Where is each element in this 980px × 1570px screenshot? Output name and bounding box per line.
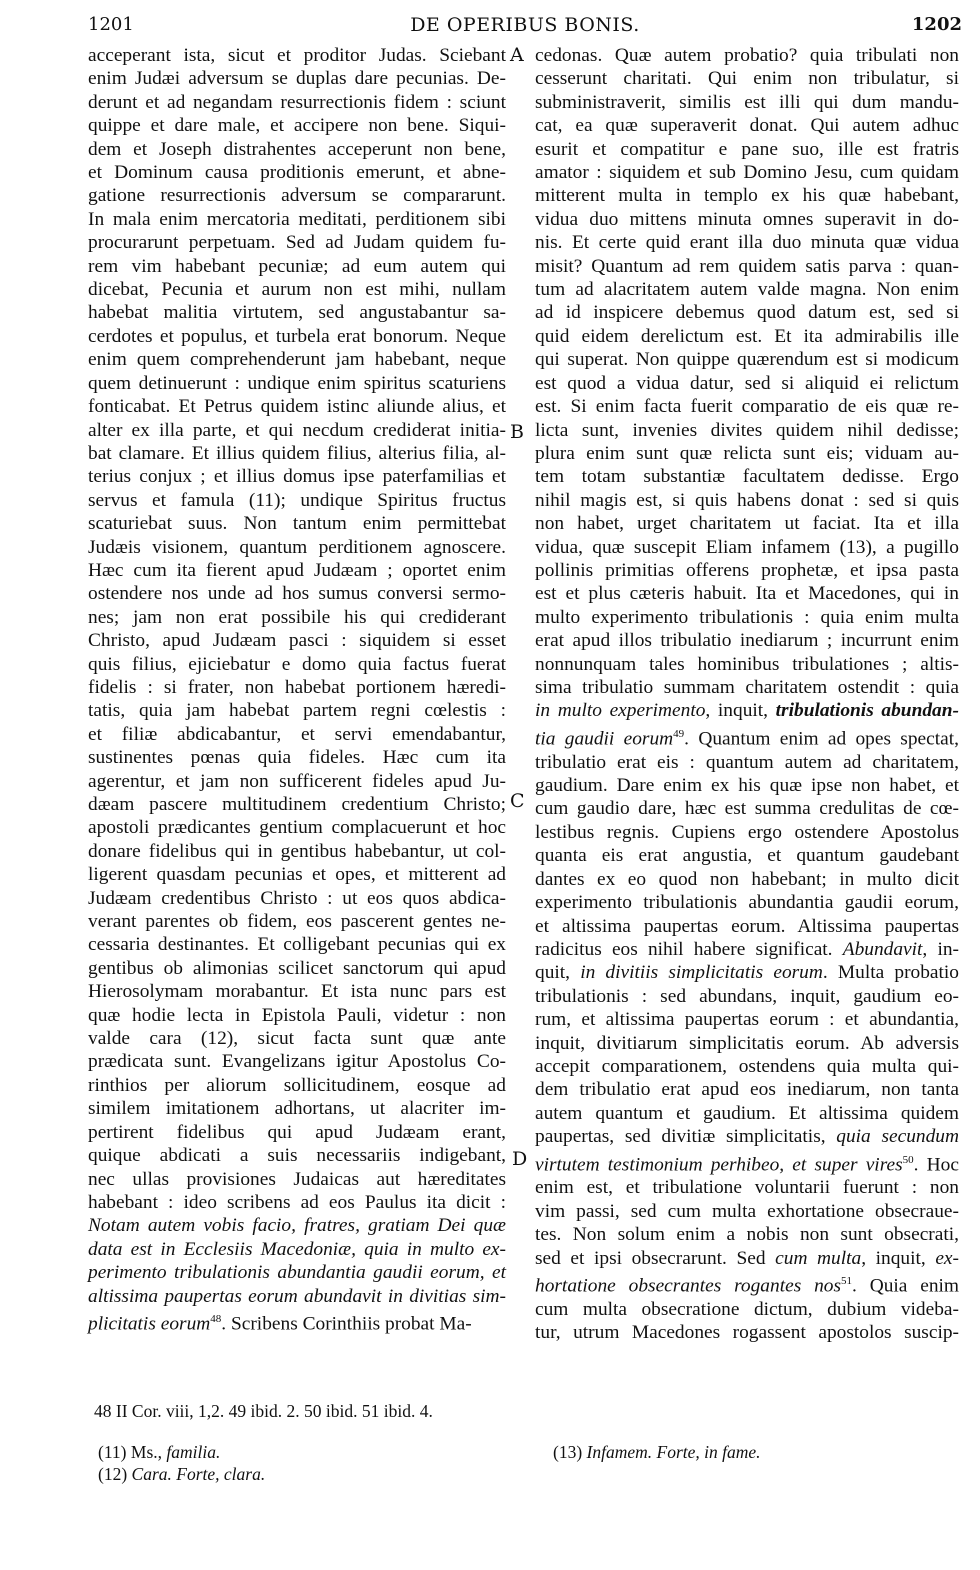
text-line: licta sunt, invenies divites quidem nihil dedisse;: [535, 419, 959, 441]
text-line: et Dominum causa proditionis emerunt, et abne-: [88, 162, 506, 184]
text-line: dæam pascere multitudinem credentium Christo;: [88, 794, 506, 815]
text-line: hortatione obsecrantes rogantes nos$^{51}$. Quia enim: [535, 1275, 959, 1297]
text-line: prædicata sunt. Evangelizans igitur Apostolus Co-: [88, 1051, 506, 1073]
footnote-citations: 48 II Cor. viii, 1,2. 49 ibid. 2. 50 ibid. 51 ibid. 4.: [94, 1401, 433, 1421]
text-line: bat clamare. Et illius quidem filius, alterius filia, al-: [88, 442, 506, 464]
text-line: data est in Ecclesiis Macedoniæ, quia in multo ex-: [88, 1238, 506, 1260]
text-line: sima tribulatio summam charitatem ostendit : quia: [535, 676, 959, 698]
text-line: ad id inspicere debemus quod datum est, sed si: [535, 302, 959, 324]
text-line: vim passi, sed cum multa exhortatione obsecraue-: [535, 1200, 959, 1222]
footnote-13: (13) Infamem. Forte, in fame.: [553, 1442, 761, 1462]
text-line: Christo, apud Judæam pasci : siquidem si esset: [88, 630, 506, 652]
text-line: dantes ex eo quod non habebant; in multo dicit: [535, 868, 959, 890]
footnote-12: (12) Cara. Forte, clara.: [98, 1464, 266, 1484]
left-paragraph: [88, 44, 506, 1336]
text-line: dem et Joseph distrahentes acceperunt non bene,: [88, 138, 506, 160]
text-line: ligerent quasdam pecunias et opes, et mitterent ad: [88, 864, 506, 886]
text-line: ostendere nos unde ad hos sumus conversi sermo-: [88, 583, 506, 605]
margin-marker-c: C: [510, 790, 525, 812]
text-line: esurit et compatitur e pane suo, ille est fratris: [535, 138, 959, 160]
text-line: quis filius, ejiciebatur e domo quia factus fuerat: [88, 653, 506, 675]
text-line: altissima paupertas eorum abundavit in divitias sim-: [88, 1285, 506, 1307]
text-line: valde cara (12), sicut facta sunt quæ ante: [88, 1028, 506, 1050]
text-line: quid eidem derelictum est. Et ita admirabilis ille: [535, 325, 959, 347]
column-number-right: 1202: [911, 14, 962, 35]
footnote-ref: 51: [841, 1275, 853, 1288]
text-line: nis. Et certe quid erant illa duo minuta quæ vidua: [535, 232, 959, 254]
margin-marker-b: B: [510, 421, 524, 443]
text-line: et filiæ abdicabantur, et servi emendabantur,: [88, 723, 506, 745]
text-line: cerdotes et populus, et turbela erat bonorum. Neque: [88, 325, 506, 347]
text-line: autem quantum et gaudium. Et altissima quidem: [535, 1102, 959, 1124]
text-line: donare fidelibus qui in gentibus habebantur, ut col-: [88, 840, 506, 862]
text-line: vidua duo mittens minuta omnes superavit in do-: [535, 208, 959, 230]
text-line: accepit comparationem, ostendens quia multa qui-: [535, 1055, 959, 1077]
text-line: quique abdicati a suis necessariis indigebant,: [88, 1145, 506, 1167]
text-line: fidelis : si frater, non habebat portionem hæredi-: [88, 676, 506, 698]
text-line: plicitatis eorum$^{48}$. Scribens Corinthiis probat Ma-: [88, 1312, 472, 1335]
text-line: sed et ipsi obsecrarunt. Sed cum multa, inquit, ex-: [535, 1247, 959, 1269]
text-line: est quod a vidua datur, sed si aliquid ei relictum: [535, 372, 959, 394]
text-line: Hierosolymam morabantur. Et ista nunc pars est: [88, 981, 506, 1003]
text-line: Judæam credentibus Christo : ut eos quos abdica-: [88, 887, 506, 909]
text-line: multo experimento tribulationis : quia enim multa: [535, 606, 959, 628]
text-line: nihil magis est, si quis habens donat : sed si quis: [535, 489, 959, 511]
running-header: [88, 8, 962, 40]
text-line: sustinentes pœnas quia fideles. Hæc cum ita: [88, 747, 506, 769]
footnote-11: (11) Ms., familia.: [98, 1442, 221, 1462]
text-line: et altissima paupertas eorum. Altissima paupertas: [535, 915, 959, 937]
text-line: tia gaudii eorum$^{49}$. Quantum enim ad opes spectat,: [535, 727, 959, 750]
text-line: rinthios per aliorum sollicitudinem, eosque ad: [88, 1074, 506, 1096]
text-line: pertirent fidelibus qui apud Judæam erant,: [88, 1121, 506, 1143]
text-line: servus et famula (11); undique Spiritus fructus: [88, 489, 506, 511]
text-line: experimento tribulationis abundantia gaudii eorum,: [535, 892, 959, 914]
text-line: pollinis primitias offerens prophetæ, et ipsa pasta: [535, 559, 959, 581]
text-line: quem detinuerunt : undique enim spiritus scaturiens: [88, 372, 506, 394]
text-line: cum gaudio dare, hæc est summa credulitas de cœ-: [535, 798, 959, 820]
text-line: non habet, urget charitatem ut faciat. Ita et illa: [535, 513, 959, 535]
text-line: agerentur, et jam non sufficerent fideles apud Ju-: [88, 770, 506, 792]
footnotes-right: [553, 1441, 953, 1463]
text-line: tribulatio erat eis : quantum autem ad charitatem,: [535, 751, 959, 773]
text-line: gaudium. Dare enim ex his quæ ipse non habet, et: [535, 775, 959, 797]
text-line: fonticabat. Et Petrus quidem istinc aliunde alius, et: [88, 396, 506, 418]
text-line: mitterent multa in templo ex his quæ habebant,: [535, 185, 959, 207]
margin-marker-a: A: [510, 44, 524, 66]
text-line: rem vim habebant pecuniæ; ad eum autem qui: [88, 255, 506, 277]
running-title: DE OPERIBUS BONIS.: [410, 14, 640, 36]
text-line: acceperant ista, sicut et proditor Judas. Sciebant: [88, 45, 506, 66]
text-line: habebant : ideo scribens ad eos Paulus ita dicit :: [88, 1191, 506, 1213]
text-line: amator : siquidem et sub Domino Jesu, cum quidam: [535, 162, 959, 184]
text-line: vidua, quæ suscepit Eliam infamem (13), a pugillo: [535, 536, 959, 558]
column-number-left: 1201: [88, 14, 134, 35]
text-line: quæ hodie lecta in Epistola Pauli, videtur : non: [88, 1004, 506, 1026]
text-line: apostoli prædicantes gentium complacuerunt et hoc: [88, 817, 506, 839]
footnote-ref: 50: [902, 1153, 914, 1166]
text-line: cesserunt charitati. Qui enim non tribulatur, si: [535, 68, 959, 90]
text-line: scaturiebat suus. Non tantum enim permittebat: [88, 513, 506, 535]
text-line: erat apud illos tribulatio inediarum ; incurrunt enim: [535, 630, 959, 652]
text-line: virtutem testimonium perhibeo, et super vires$^{50}$. Hoc: [535, 1153, 959, 1176]
text-line: cat, ea quæ superaverit donat. Qui autem adhuc: [535, 115, 959, 137]
margin-marker-d: D: [512, 1148, 528, 1170]
text-line: rum, et altissima paupertas eorum : et abundantia,: [535, 1009, 959, 1031]
text-line: Hæc cum ita fierent apud Judæam ; oportet enim: [88, 559, 506, 581]
text-line: in multo experimento, inquit, tribulationis abundan-: [535, 700, 959, 722]
text-line: alter ex illa parte, et qui necdum crediderat initia-: [88, 419, 506, 441]
text-line: plura enim sunt quæ relicta sunt eis; viduam au-: [535, 442, 959, 464]
text-line: procurarunt perpetuam. Sed ad Judam quidem fu-: [88, 232, 506, 254]
text-line: subministraverit, similis est illi qui dum mandu-: [535, 91, 959, 113]
text-line: enim Judæi adversum se duplas dare pecunias. De-: [88, 68, 506, 90]
text-line: dicebat, Pecunia et aurum non est mihi, nullam: [88, 279, 506, 301]
text-line: gentibus ob alimonias scilicet sanctorum qui apud: [88, 957, 506, 979]
text-line: radicitus eos nihil habere significat. Abundavit, in-: [535, 938, 959, 960]
text-line: misit? Quantum ad rem quidem satis parva : quan-: [535, 255, 959, 277]
text-line: dem tribulatio erat apud eos inediarum, non tanta: [535, 1079, 959, 1101]
text-line: cessaria destinantes. Et colligebant pecunias qui ex: [88, 934, 506, 956]
text-line: quit, in divitiis simplicitatis eorum. Multa probatio: [535, 962, 959, 984]
text-line: tem totam substantiæ facultatem dedisse. Ergo: [535, 466, 959, 488]
text-line: cedonas. Quæ autem probatio? quia tribulati non: [535, 45, 959, 66]
text-line: nonnunquam tales hominibus tribulationes ; altis-: [535, 653, 959, 675]
text-line: In mala enim mercatoria meditati, perditionem sibi: [88, 208, 506, 230]
text-line: tes. Non solum enim a nobis non sunt obsecrati,: [535, 1224, 959, 1246]
footnotes-left: [98, 1441, 518, 1485]
text-line: est. Si enim facta fuerit comparatio de eis quæ re-: [535, 396, 959, 418]
text-line: tur, utrum Macedones rogassent apostolos suscip-: [535, 1322, 959, 1344]
text-line: similem imitationem adhortans, ut alacriter im-: [88, 1098, 506, 1120]
text-line: lestibus regnis. Cupiens ergo ostendere Apostolus: [535, 821, 959, 843]
text-line: gatione resurrectionis adversum se compararunt.: [88, 185, 506, 207]
text-line: enim quem comprehenderunt jam habebant, neque: [88, 349, 506, 371]
text-line: quippe et dare male, et accipere non bene. Siqui-: [88, 115, 506, 137]
text-line: derunt et ad negandam resurrectionis fidem : sciunt: [88, 91, 506, 113]
text-line: cum multa obsecratione dictum, dubium videba-: [535, 1298, 959, 1320]
footnote-ref: 48: [210, 1312, 222, 1325]
text-line: paupertas, sed divitiæ simplicitatis, quia secundum: [535, 1126, 959, 1148]
text-line: nec ullas provisiones Judaicas aut hæreditates: [88, 1168, 506, 1190]
footnote-ref: 49: [673, 727, 685, 740]
right-text-column: [535, 44, 959, 1345]
text-line: Notam autem vobis facio, fratres, gratiam Dei quæ: [88, 1215, 506, 1237]
text-line: terius conjux ; et illius domus ipse paterfamilias et: [88, 466, 506, 488]
text-line: perimento tribulationis abundantia gaudii eorum, et: [88, 1262, 506, 1284]
text-line: verant parentes ob fidem, eos pascerent gentes ne-: [88, 911, 506, 933]
text-line: nes; jam non erat possibile his qui crediderant: [88, 606, 506, 628]
text-line: quanta eis erat angustia, et quantum gaudebant: [535, 845, 959, 867]
text-line: tum ad alacritatem autem valde magna. Non enim: [535, 279, 959, 301]
text-line: est et plus cæteris habuit. Ita et Macedones, qui in: [535, 583, 959, 605]
text-line: inquit, divitiarum simplicitatis eorum. Ab adversis: [535, 1032, 959, 1054]
text-line: tribulationis : sed abundans, inquit, gaudium eo-: [535, 985, 959, 1007]
left-text-column: [88, 44, 506, 1336]
text-line: qui superat. Non quippe quærendum est si modicum: [535, 349, 959, 371]
right-paragraph: [535, 44, 959, 1345]
text-line: enim est, et tribulatione voluntarii fuerunt : non: [535, 1177, 959, 1199]
text-line: Judæis visionem, quantum perditionem agnoscere.: [88, 536, 506, 558]
text-line: habebat malitia virtutem, sed angustabantur sa-: [88, 302, 506, 324]
text-line: tatis, quia jam habebat partem regni cœlestis :: [88, 700, 506, 722]
